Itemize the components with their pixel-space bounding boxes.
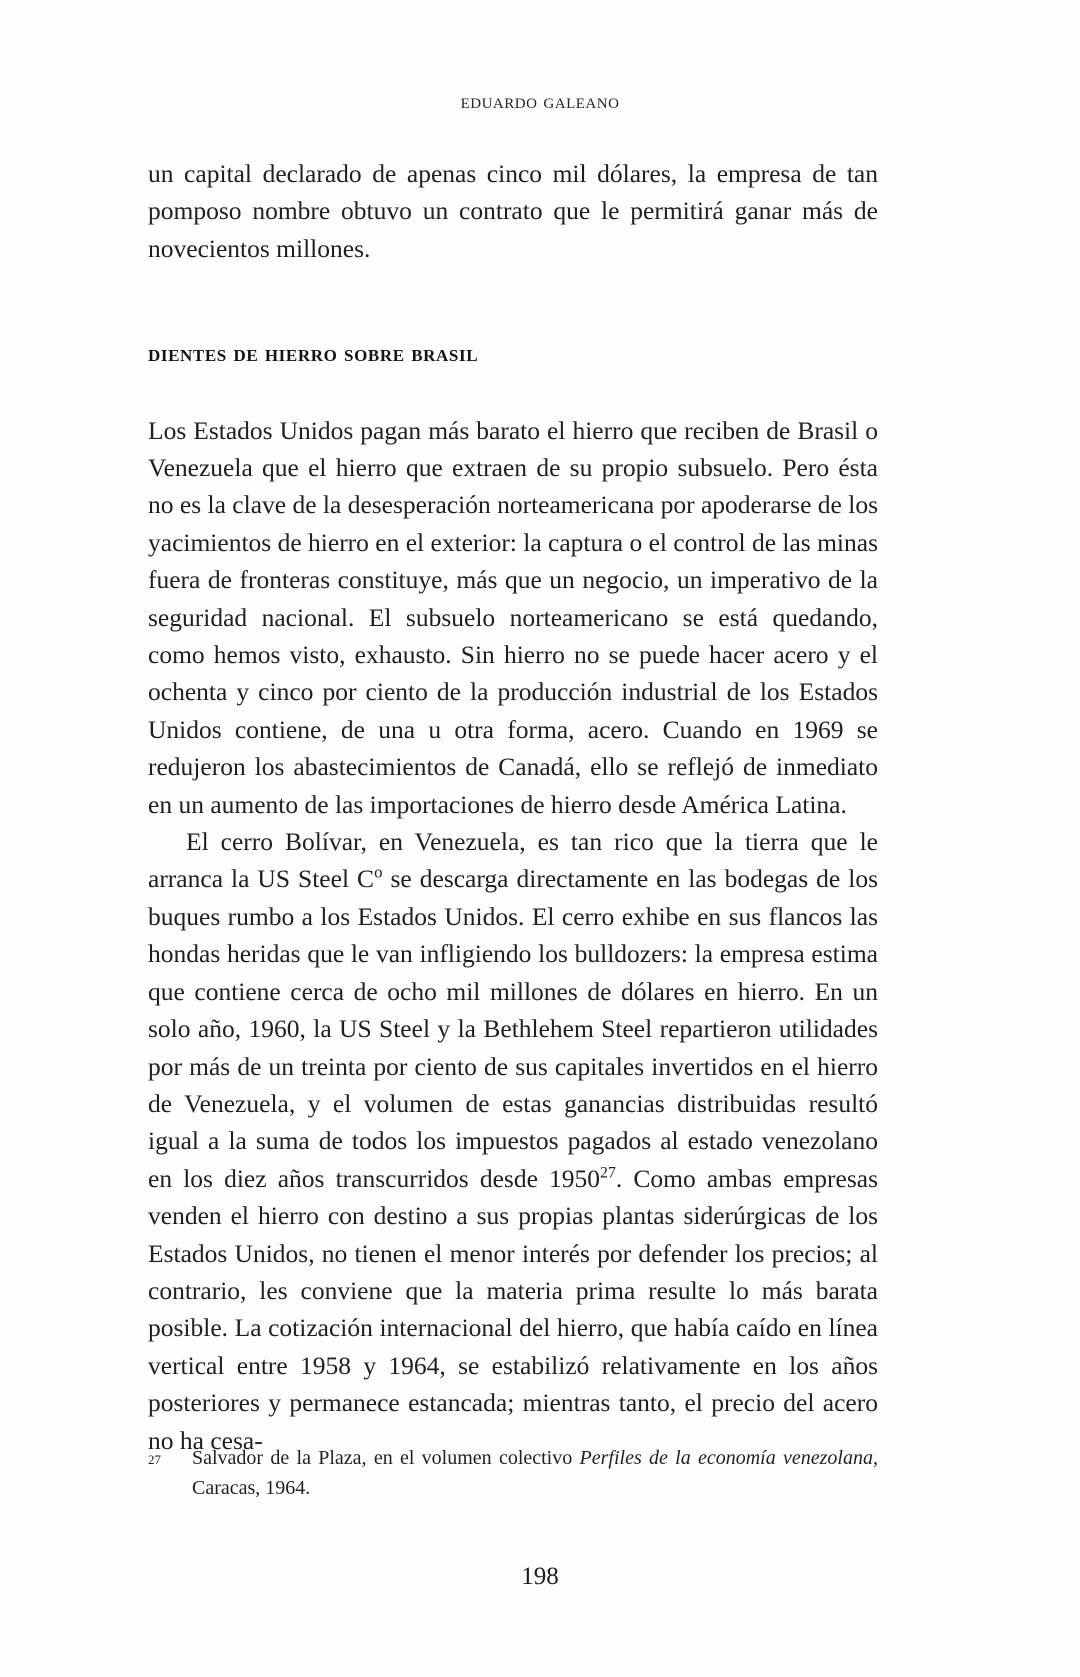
section-heading: dientes de hierro sobre brasil	[148, 341, 479, 368]
paragraph-2-part-b: se descarga directamente en las bodegas de los buques rumbo a los Estados Unidos. El cerro exhibe en sus flancos las hondas heridas que le van infligiendo los bulldozers: la empresa estima que contiene cerca de ocho mil millones de dólares en hierro. En un solo año, 1960, la US Steel y la Bethlehem Steel repartieron utilidades por más de un treinta por ciento de sus capitales invertidos en el hierro de Venezuela, y el volumen de estas ganancias distribuidas resultó igual a la suma de todos los impuestos pagados al estado venezolano en los diez años transcurridos desde 1950	[148, 864, 878, 1193]
paragraph-2	[148, 823, 878, 1459]
spacer-after-heading	[148, 368, 878, 412]
footnote-text	[192, 1443, 878, 1503]
footnote-text-after-title: , Caracas, 1964.	[192, 1447, 878, 1499]
footnote-text-before-title: Salvador de la Plaza, en el volumen colectivo	[192, 1447, 580, 1469]
footnote-book-title: Perfiles de la economía venezolana	[579, 1447, 873, 1469]
text-column	[148, 155, 878, 1459]
running-head: eduardo galeano	[460, 88, 620, 113]
continuation-paragraph: un capital declarado de apenas cinco mil dólares, la empresa de tan pomposo nombre obtuvo un contrato que le permitirá ganar más de novecientos millones.	[148, 159, 878, 263]
paragraph-2-part-a: El cerro Bolívar, en Venezuela, es tan rico que la tierra que le arranca la US Steel C	[148, 827, 878, 894]
footnote-reference-27[interactable]: 27	[600, 1164, 616, 1182]
footnote-marker-27: 27	[148, 1452, 161, 1467]
page-number: 198	[521, 1563, 559, 1590]
spacer-before-heading	[148, 267, 878, 341]
paragraph-1: Los Estados Unidos pagan más barato el hierro que reciben de Brasil o Venezuela que el hierro que extraen de su propio subsuelo. Pero ésta no es la clave de la desesperación norteamericana por apoderarse de los yacimientos de hierro en el exterior: la captura o el control de las minas fuera de fronteras constituye, más que un negocio, un imperativo de la seguridad nacional. El subsuelo norteamericano se está quedando, como hemos visto, exhausto. Sin hierro no se puede hacer acero y el ochenta y cinco por ciento de la producción industrial de los Estados Unidos contiene, de una u otra forma, acero. Cuando en 1969 se redujeron los abastecimientos de Canadá, ello se reflejó de inmediato en un aumento de las importaciones de hierro desde América Latina.	[148, 415, 879, 819]
paragraph-2-part-c: . Como ambas empresas venden el hierro con destino a sus propias plantas siderúrgicas de los Estados Unidos, no tienen el menor interés por defender los precios; al contrario, les conviene que la materia prima resulte lo más barata posible. La cotización internacional del hierro, que había caído en línea vertical entre 1958 y 1964, se estabilizó relativamente en los años posteriores y permanece estancada; mientras tanto, el precio del acero no ha cesa-	[148, 1163, 878, 1455]
ordinal-superscript: o	[374, 862, 383, 882]
footnote-block	[148, 1443, 878, 1503]
